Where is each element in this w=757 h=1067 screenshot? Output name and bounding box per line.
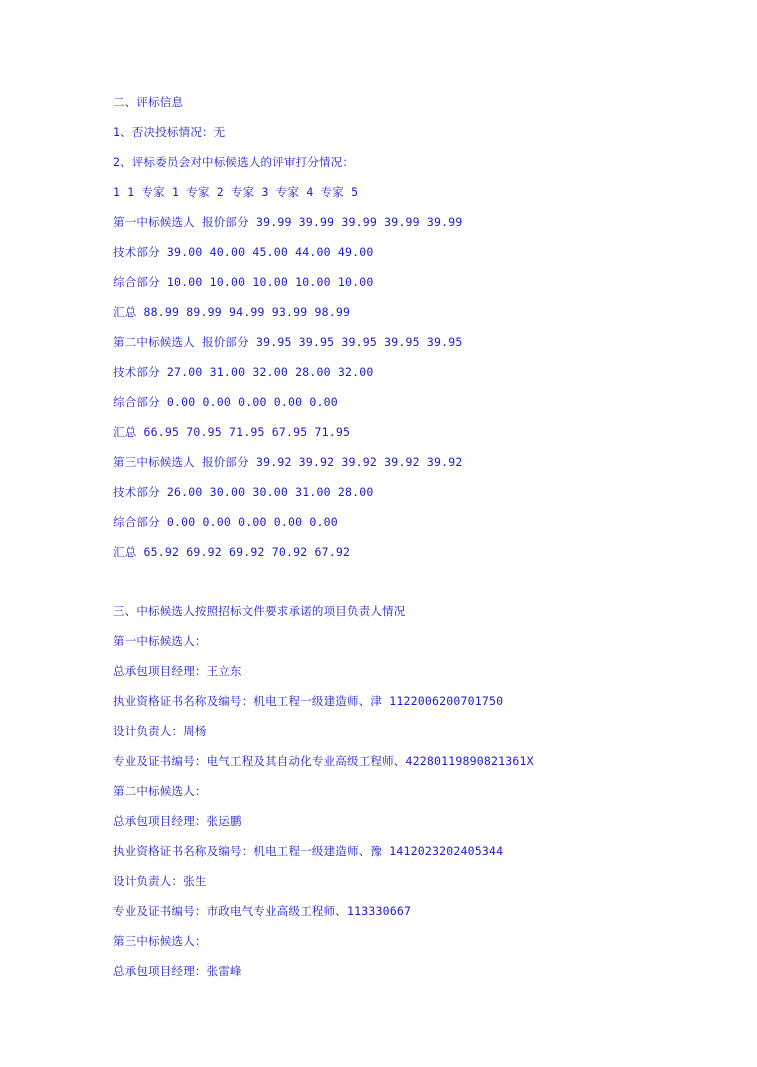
candidate-1-project-manager: 总承包项目经理：王立东 bbox=[113, 664, 242, 678]
candidate-2-design-certificate: 专业及证书编号：市政电气专业高级工程师、113330667 bbox=[113, 904, 412, 918]
candidate-1-design-lead: 设计负责人：周杨 bbox=[113, 724, 207, 738]
candidate-1-label: 第一中标候选人： bbox=[113, 634, 207, 648]
candidate-2-price-line: 第二中标候选人 报价部分 39.95 39.95 39.95 39.95 39.95 bbox=[113, 335, 463, 349]
candidate-3-tech-line: 技术部分 26.00 30.00 30.00 31.00 28.00 bbox=[113, 485, 374, 499]
candidate-2-comprehensive-line: 综合部分 0.00 0.00 0.00 0.00 0.00 bbox=[113, 395, 338, 409]
candidate-2-project-manager: 总承包项目经理：张运鹏 bbox=[113, 814, 242, 828]
section-3-title: 三、中标候选人按照招标文件要求承诺的项目负责人情况 bbox=[113, 604, 406, 618]
candidate-1-design-certificate: 专业及证书编号：电气工程及其自动化专业高级工程师、42280119890821361X bbox=[113, 754, 534, 768]
candidate-2-total-line: 汇总 66.95 70.95 71.95 67.95 71.95 bbox=[113, 425, 351, 439]
section-2-title: 二、评标信息 bbox=[113, 95, 184, 109]
candidate-1-tech-line: 技术部分 39.00 40.00 45.00 44.00 49.00 bbox=[113, 245, 374, 259]
candidate-3-project-manager: 总承包项目经理：张雷峰 bbox=[113, 964, 242, 978]
candidate-2-tech-line: 技术部分 27.00 31.00 32.00 28.00 32.00 bbox=[113, 365, 374, 379]
candidate-1-total-line: 汇总 88.99 89.99 94.99 93.99 98.99 bbox=[113, 305, 351, 319]
candidate-3-label: 第三中标候选人： bbox=[113, 934, 207, 948]
candidate-2-design-lead: 设计负责人：张生 bbox=[113, 874, 207, 888]
candidate-1-pm-certificate: 执业资格证书名称及编号：机电工程一级建造师、津 1122006200701750 bbox=[113, 694, 504, 708]
candidate-3-total-line: 汇总 65.92 69.92 69.92 70.92 67.92 bbox=[113, 545, 351, 559]
rejected-bids-line: 1、否决投标情况：无 bbox=[113, 125, 226, 139]
candidate-2-label: 第二中标候选人： bbox=[113, 784, 207, 798]
candidate-2-pm-certificate: 执业资格证书名称及编号：机电工程一级建造师、豫 1412023202405344 bbox=[113, 844, 504, 858]
candidate-3-comprehensive-line: 综合部分 0.00 0.00 0.00 0.00 0.00 bbox=[113, 515, 338, 529]
candidate-1-price-line: 第一中标候选人 报价部分 39.99 39.99 39.99 39.99 39.99 bbox=[113, 215, 463, 229]
scoring-intro-line: 2、评标委员会对中标候选人的评审打分情况： bbox=[113, 155, 355, 169]
score-header-line: 1 1 专家 1 专家 2 专家 3 专家 4 专家 5 bbox=[113, 185, 359, 199]
candidate-3-price-line: 第三中标候选人 报价部分 39.92 39.92 39.92 39.92 39.92 bbox=[113, 455, 463, 469]
candidate-1-comprehensive-line: 综合部分 10.00 10.00 10.00 10.00 10.00 bbox=[113, 275, 374, 289]
